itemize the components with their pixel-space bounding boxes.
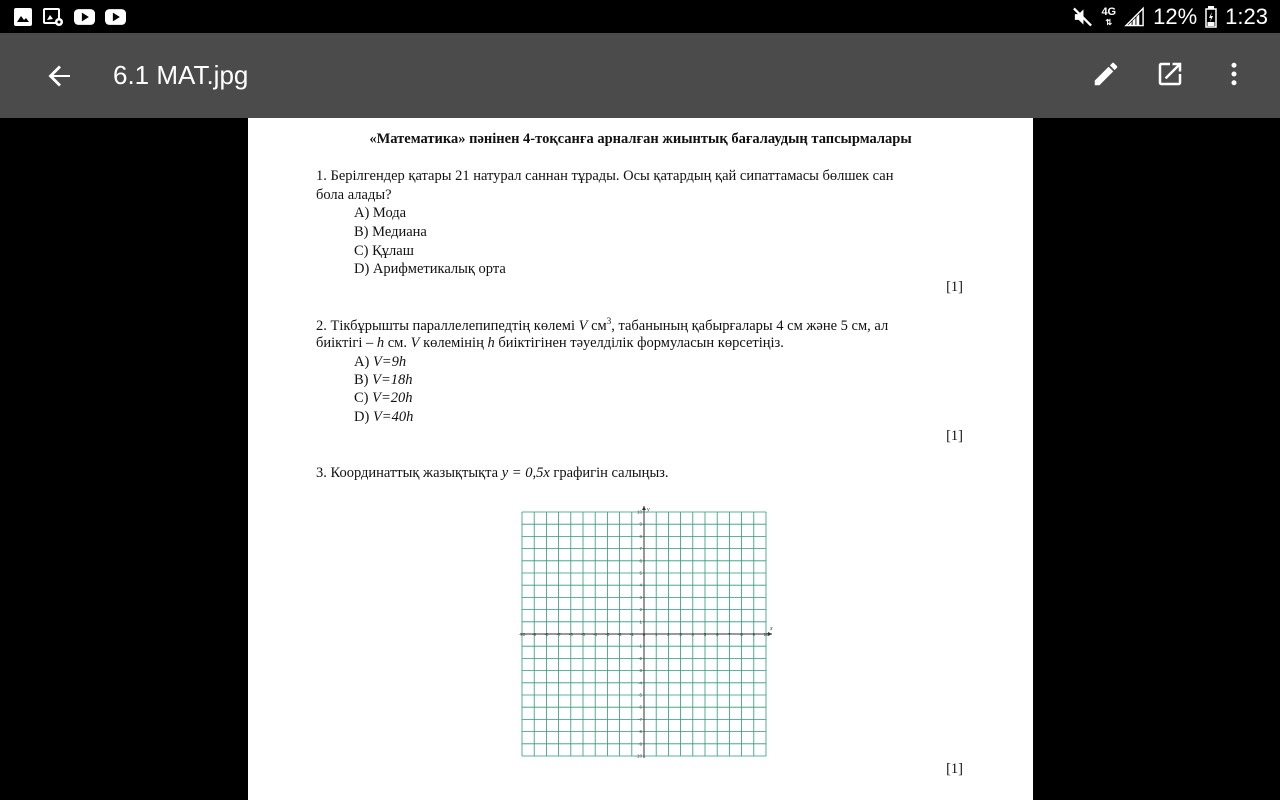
- q1-text-line2: бола алады?: [316, 187, 392, 203]
- battery-icon: [1205, 7, 1217, 28]
- notification-icons: [12, 6, 126, 27]
- y-tick-label: -6: [637, 704, 642, 710]
- q1-option-b: B) Медиана: [354, 224, 427, 240]
- youtube-icon: [74, 6, 95, 27]
- x-tick-label: -3: [605, 632, 610, 637]
- q2-option-c: C) V=20h: [354, 390, 413, 406]
- y-tick-label: -3: [637, 668, 642, 674]
- x-tick-label: -8: [544, 632, 549, 637]
- q2-mark: [1]: [946, 428, 963, 444]
- x-tick-label: -6: [568, 632, 573, 637]
- x-tick-label: 2: [667, 632, 670, 637]
- edit-icon[interactable]: [1090, 58, 1122, 90]
- q1-text-line1: 1. Берілгендер қатары 21 натурал саннан тұрады. Осы қатардың қай сипаттамасы бөлшек сан: [316, 168, 894, 184]
- coordinate-grid: [516, 504, 776, 766]
- q2-option-a: A) V=9h: [354, 354, 407, 370]
- x-tick-label: -10: [518, 632, 526, 637]
- x-axis-arrow: [768, 632, 772, 636]
- y-tick-label: -1: [637, 643, 642, 649]
- x-tick-label: 7: [728, 632, 731, 637]
- x-tick-label: 6: [715, 632, 719, 637]
- y-tick-label: 6: [639, 558, 642, 564]
- x-tick-label: 9: [752, 632, 756, 637]
- y-tick-label: 10: [636, 509, 642, 515]
- document-image[interactable]: [248, 118, 1033, 800]
- y-tick-label: 1: [639, 619, 642, 625]
- back-arrow-icon[interactable]: [44, 60, 76, 92]
- mute-icon: [1072, 7, 1093, 28]
- youtube-icon: [105, 6, 126, 27]
- x-tick-label: 1: [654, 632, 658, 637]
- y-tick-label: 7: [639, 546, 642, 552]
- y-tick-label: 5: [639, 570, 642, 576]
- q2-option-b: B) V=18h: [354, 372, 413, 388]
- x-tick-label: -5: [580, 632, 586, 637]
- image-settings-icon: [43, 6, 64, 27]
- x-tick-label: 4: [691, 632, 695, 637]
- clock: 1:23: [1225, 4, 1268, 29]
- gallery-icon: [12, 6, 33, 27]
- q1-option-c: C) Құлаш: [354, 243, 414, 259]
- system-icons: [1072, 4, 1268, 30]
- y-tick-label: -5: [637, 692, 642, 698]
- y-tick-label: -7: [637, 716, 642, 722]
- y-tick-label: -8: [637, 729, 642, 735]
- x-tick-label: -1: [629, 632, 634, 637]
- app-bar-actions: [1090, 58, 1250, 90]
- y-tick-label: -2: [637, 655, 642, 661]
- x-tick-label: -4: [593, 632, 598, 637]
- x-tick-label: -9: [532, 632, 537, 637]
- x-tick-label: -2: [617, 632, 622, 637]
- y-tick-label: -4: [637, 680, 642, 686]
- q3-text: 3. Координаттық жазықтықта y = 0,5x графигін салыңыз.: [316, 465, 669, 481]
- q1-mark: [1]: [946, 279, 963, 295]
- q2-option-d: D) V=40h: [354, 409, 414, 425]
- y-tick-label: 4: [639, 582, 642, 588]
- q1-option-d: D) Арифметикалық орта: [354, 261, 506, 277]
- x-tick-label: 5: [703, 632, 707, 637]
- y-tick-label: -9: [637, 741, 642, 747]
- y-tick-label: 3: [639, 594, 642, 600]
- y-tick-label: 8: [639, 533, 642, 539]
- x-tick-label: 3: [679, 632, 682, 637]
- x-tick-label: -7: [556, 632, 561, 637]
- more-vert-icon[interactable]: [1218, 58, 1250, 90]
- y-tick-label: 2: [639, 607, 642, 613]
- x-tick-label: 8: [740, 632, 743, 637]
- y-axis-label: y: [647, 507, 650, 513]
- y-tick-label: -10: [635, 753, 642, 759]
- x-tick-label: 10: [763, 632, 769, 637]
- file-title: 6.1 MAT.jpg: [113, 60, 249, 90]
- document-title: «Математика» пәнінен 4-тоқсанға арналған жиынтық бағалаудың тапсырмалары: [369, 131, 912, 147]
- battery-percent: 12%: [1153, 4, 1198, 29]
- network-type: 4G ⇅: [1101, 5, 1117, 27]
- app-bar: [0, 33, 1280, 118]
- q2-text-line1: 2. Тікбұрышты параллелепипедтің көлемі V $см^3$, табанының қабырғалары 4 см және 5 см, ал: [316, 316, 889, 334]
- y-tick-label: 9: [639, 521, 642, 527]
- x-tick-label: 0: [642, 632, 646, 637]
- x-axis-label: x: [770, 626, 773, 632]
- signal-icon: [1124, 7, 1145, 28]
- status-bar: [0, 0, 1280, 33]
- open-in-new-icon[interactable]: [1154, 58, 1186, 90]
- q2-text-line2: биіктігі – h см. V көлемінің h биіктігінен тәуелділік формуласын көрсетіңіз.: [316, 335, 784, 351]
- y-axis-arrow: [642, 506, 646, 510]
- q1-option-a: A) Мода: [354, 205, 407, 221]
- q3-mark: [1]: [946, 761, 963, 777]
